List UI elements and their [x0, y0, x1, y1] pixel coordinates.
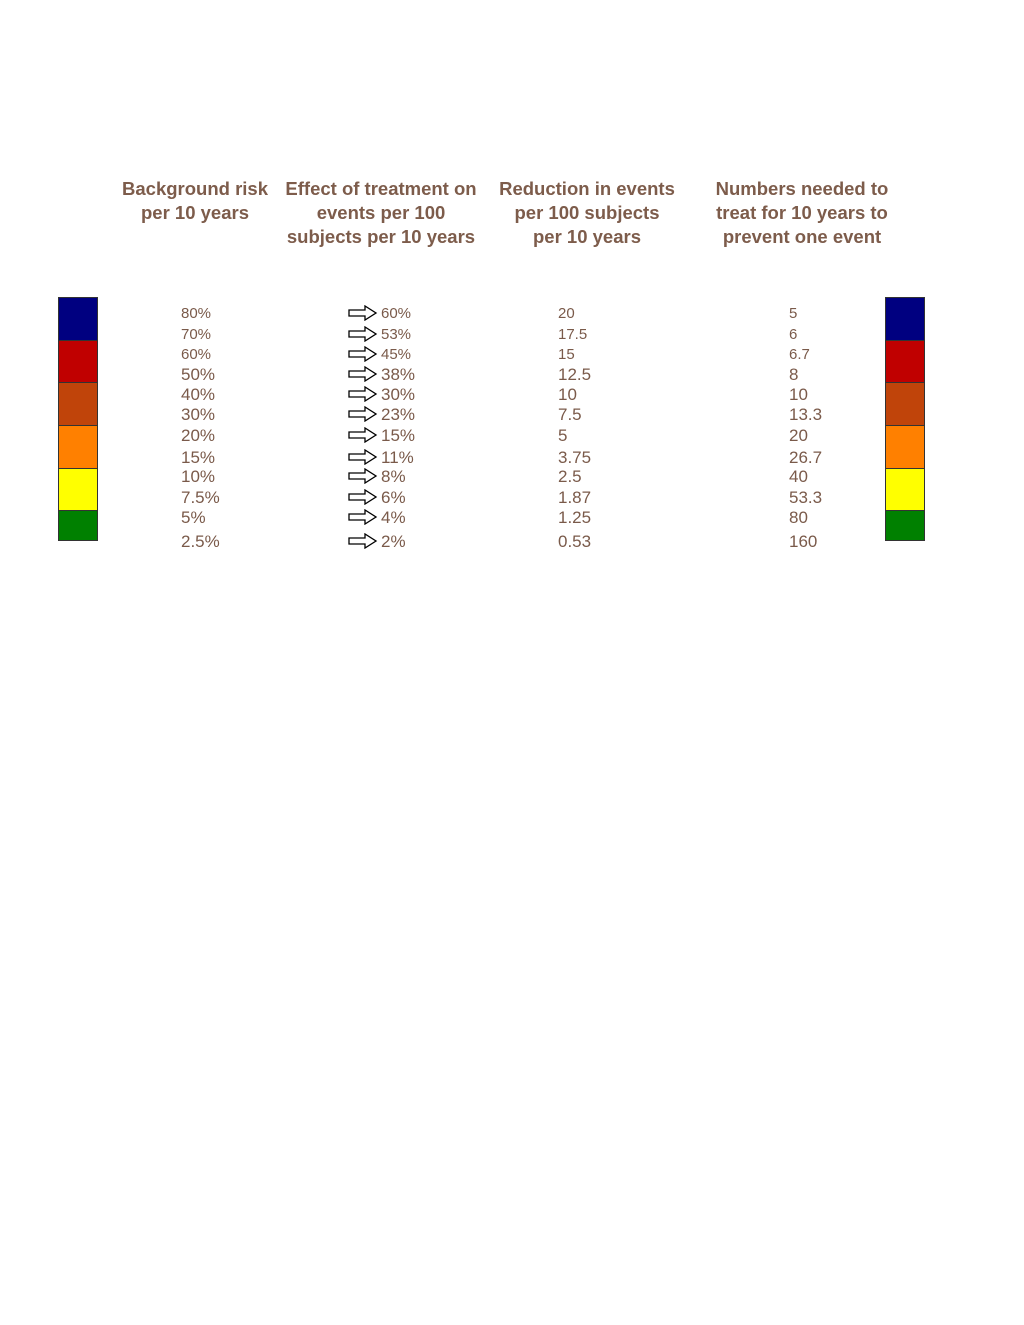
header-effect-of-treatment	[276, 177, 486, 249]
arrow-right-icon	[348, 326, 378, 342]
nnt-cell: 80	[789, 508, 808, 527]
reduction-cell: 12.5	[558, 365, 592, 384]
effect-cell: 4%	[381, 508, 406, 527]
arrow-right-icon	[348, 305, 378, 321]
nnt-cell: 5	[789, 305, 798, 322]
header-numbers-needed-to-treat	[702, 177, 902, 249]
effect-cell: 11%	[381, 448, 414, 467]
arrow-right-icon	[348, 366, 378, 382]
effect-cell: 45%	[381, 346, 412, 363]
arrow-right-icon	[348, 489, 378, 505]
background-risk-cell: 80%	[181, 305, 212, 322]
nnt-cell: 13.3	[789, 405, 823, 424]
background-risk-cell: 60%	[181, 346, 212, 363]
background-risk-cell: 15%	[181, 448, 216, 467]
arrow-right-icon	[348, 346, 378, 362]
background-risk-cell: 2.5%	[181, 532, 220, 551]
arrow-right-icon	[348, 468, 378, 484]
effect-cell: 2%	[381, 532, 406, 551]
reduction-cell: 5	[558, 426, 568, 445]
reduction-cell: 1.25	[558, 508, 592, 527]
table-row	[0, 426, 1024, 446]
effect-cell: 30%	[381, 385, 416, 404]
background-risk-cell: 70%	[181, 326, 212, 343]
nnt-cell: 6.7	[789, 346, 810, 363]
nnt-cell: 6	[789, 326, 798, 343]
arrow-right-icon	[348, 406, 378, 422]
table-row	[0, 365, 1024, 385]
header-reduction-in-events	[488, 177, 686, 249]
background-risk-cell: 50%	[181, 365, 216, 384]
header-line: Reduction in events	[499, 178, 675, 199]
table-row	[0, 325, 1024, 345]
table-row	[0, 448, 1024, 468]
header-line: per 10 years	[532, 226, 641, 247]
reduction-cell: 7.5	[558, 405, 582, 424]
background-risk-cell: 10%	[181, 467, 216, 486]
effect-cell: 53%	[381, 326, 412, 343]
table-row	[0, 467, 1024, 487]
nnt-cell: 40	[789, 467, 808, 486]
header-line: Effect of treatment on	[285, 178, 477, 199]
reduction-cell: 20	[558, 305, 575, 322]
background-risk-cell: 5%	[181, 508, 206, 527]
header-line: Numbers needed to	[715, 178, 889, 199]
nnt-cell: 20	[789, 426, 808, 445]
table-row	[0, 488, 1024, 508]
header-line: subjects per 10 years	[286, 226, 476, 247]
arrow-right-icon	[348, 427, 378, 443]
effect-cell: 60%	[381, 305, 412, 322]
background-risk-cell: 7.5%	[181, 488, 220, 507]
table-row	[0, 304, 1024, 324]
effect-cell: 38%	[381, 365, 416, 384]
nnt-cell: 10	[789, 385, 808, 404]
table-row	[0, 345, 1024, 365]
effect-cell: 23%	[381, 405, 416, 424]
table-row	[0, 405, 1024, 425]
background-risk-cell: 30%	[181, 405, 216, 424]
header-line: events per 100	[316, 202, 446, 223]
header-line: per 10 years	[140, 202, 249, 223]
reduction-cell: 15	[558, 346, 575, 363]
background-risk-cell: 40%	[181, 385, 216, 404]
reduction-cell: 3.75	[558, 448, 592, 467]
arrow-right-icon	[348, 386, 378, 402]
header-line: treat for 10 years to	[716, 202, 888, 223]
header-line: per 100 subjects	[514, 202, 660, 223]
nnt-cell: 26.7	[789, 448, 823, 467]
reduction-cell: 1.87	[558, 488, 592, 507]
header-line: prevent one event	[722, 226, 882, 247]
arrow-right-icon	[348, 533, 378, 549]
reduction-cell: 10	[558, 385, 577, 404]
table-row	[0, 385, 1024, 405]
effect-cell: 6%	[381, 488, 406, 507]
reduction-cell: 2.5	[558, 467, 582, 486]
nnt-cell: 160	[789, 532, 818, 551]
arrow-right-icon	[348, 449, 378, 465]
reduction-cell: 17.5	[558, 326, 588, 343]
effect-cell: 15%	[381, 426, 416, 445]
background-risk-cell: 20%	[181, 426, 216, 445]
reduction-cell: 0.53	[558, 532, 592, 551]
nnt-cell: 8	[789, 365, 799, 384]
table-row	[0, 532, 1024, 552]
arrow-right-icon	[348, 509, 378, 525]
header-background-risk	[114, 177, 276, 225]
header-line: Background risk	[122, 178, 268, 199]
effect-cell: 8%	[381, 467, 406, 486]
nnt-cell: 53.3	[789, 488, 823, 507]
table-row	[0, 508, 1024, 528]
